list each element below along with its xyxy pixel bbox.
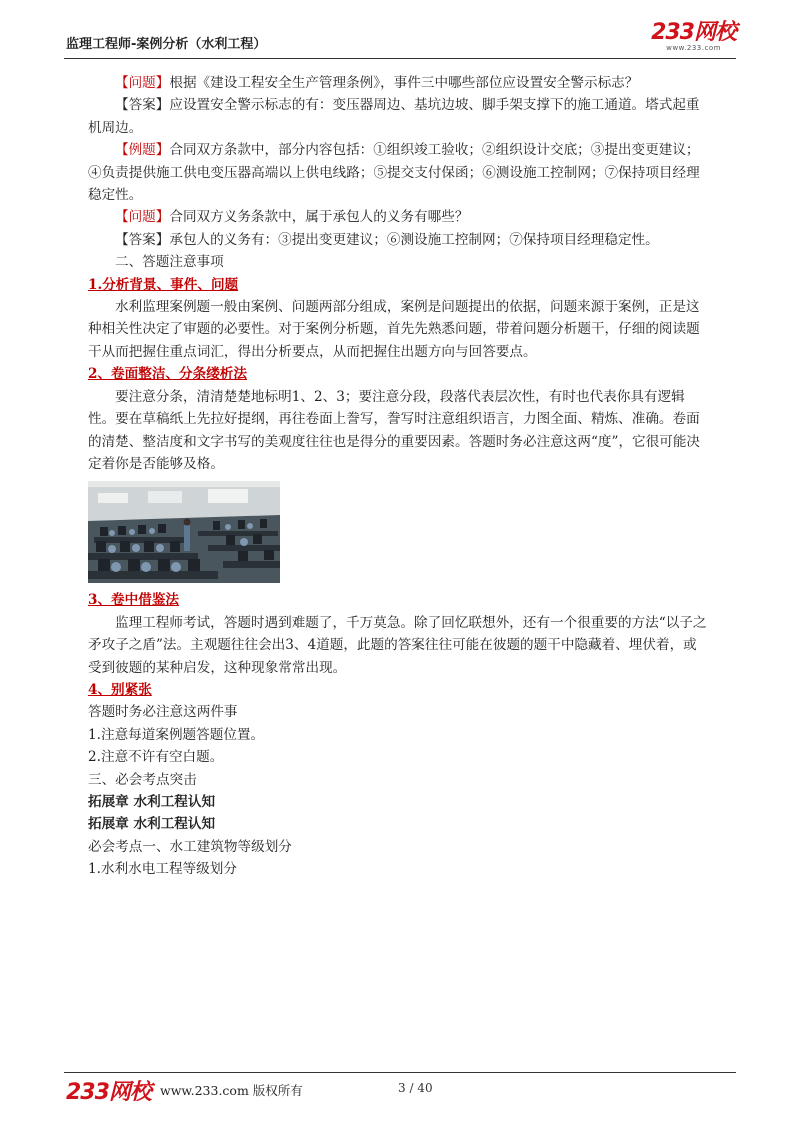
section-3-title: 三、必会考点突击 (88, 771, 197, 788)
footer-logo: 233网校 (66, 1080, 151, 1105)
key-point-title: 必会考点一、水工建筑物等级划分 (88, 838, 292, 855)
answer-tag: 【答案】 (115, 97, 170, 114)
list-item-2: 2.注意不许有空白题。 (88, 749, 224, 766)
chapter-title-2: 拓展章 水利工程认知 (88, 816, 216, 833)
example-tag: 【例题】 (115, 142, 170, 159)
paragraph-3: 监理工程师考试，答题时遇到难题了，千万莫急。除了回忆联想外，还有一个很重要的方法“以子之矛攻子之盾”法。主观题往往会出3、4道题，此题的答案往往可能在彼题的题干中隐藏着、埋伏着，或受到彼题的某种启发，这种现象常常出现。 (88, 614, 707, 676)
chapter-title-1: 拓展章 水利工程认知 (88, 793, 216, 810)
header-title: 监理工程师-案例分析（水利工程） (66, 37, 267, 52)
paragraph-1: 水利监理案例题一般由案例、问题两部分组成，案例是问题提出的依据，问题来源于案例，正是这种相关性决定了审题的必要性。对于案例分析题，首先先熟悉问题，带着问题分析题干，仔细的阅读题干从而把握住重点词汇，得出分析要点，从而把握住出题方向与回答要点。 (88, 299, 700, 360)
subheading-1: 1.分析背景、事件、问题 (88, 276, 239, 293)
section-2-title: 二、答题注意事项 (115, 254, 224, 271)
page-number: 3 / 40 (398, 1081, 433, 1095)
subheading-4: 4、别紧张 (88, 681, 152, 698)
paragraph-4: 答题时务必注意这两件事 (88, 704, 238, 721)
question-2 (88, 206, 708, 228)
logo-url: www.233.com (666, 44, 721, 52)
question-tag: 【问题】 (115, 209, 170, 226)
subheading-3: 3、卷中借鉴法 (88, 592, 180, 609)
answer-tag: 【答案】 (115, 231, 170, 248)
footer-copyright: www.233.com 版权所有 (160, 1083, 303, 1098)
question-tag: 【问题】 (115, 75, 170, 91)
subheading-2: 2、卷面整洁、分条缕析法 (88, 366, 247, 383)
list-item-1: 1.注意每道案例题答题位置。 (88, 726, 265, 743)
question-1 (88, 72, 708, 94)
page-content (88, 72, 708, 881)
answer-text: 应设置安全警示标志的有：变压器周边、基坑边坡、脚手架支撑下的施工通道。塔式起重机周边。 (88, 97, 700, 136)
page-footer (64, 1072, 736, 1109)
exam-room-illustration (88, 481, 280, 583)
key-point-sub: 1.水利水电工程等级划分 (88, 861, 237, 878)
page-header (64, 22, 736, 59)
answer-1 (88, 94, 708, 139)
example-text: 合同双方条款中，部分内容包括：①组织竣工验收；②组织设计交底；③提出变更建议；④负责提供施工供电变压器高端以上供电线路；⑤提交支付保函；⑥测设施工控制网；⑦保持项目经理稳定性。 (88, 142, 700, 204)
exam-room-photo (88, 481, 280, 583)
example-1 (88, 139, 708, 206)
brand-logo (651, 22, 736, 52)
question-text: 根据《建设工程安全生产管理条例》，事件三中哪些部位应设置安全警示标志？ (169, 75, 639, 91)
paragraph-2: 要注意分条，清清楚楚地标明1、2、3；要注意分段，段落代表层次性，有时也代表你具有逻辑性。要在草稿纸上先拉好提纲，再往卷面上誊写，誊写时注意组织语言，力图全面、精炼、准确。卷面的清楚、整洁度和文字书写的美观度往往也是得分的重要因素。答题时务必注意这两“度”，它很可能决定着你是否能够及格。 (88, 388, 701, 472)
logo-text: 233网校 (651, 20, 736, 45)
question-text: 合同双方义务条款中，属于承包人的义务有哪些？ (169, 209, 469, 226)
answer-2 (88, 229, 708, 251)
answer-text: 承包人的义务有：③提出变更建议；⑥测设施工控制网；⑦保持项目经理稳定性。 (169, 231, 659, 248)
